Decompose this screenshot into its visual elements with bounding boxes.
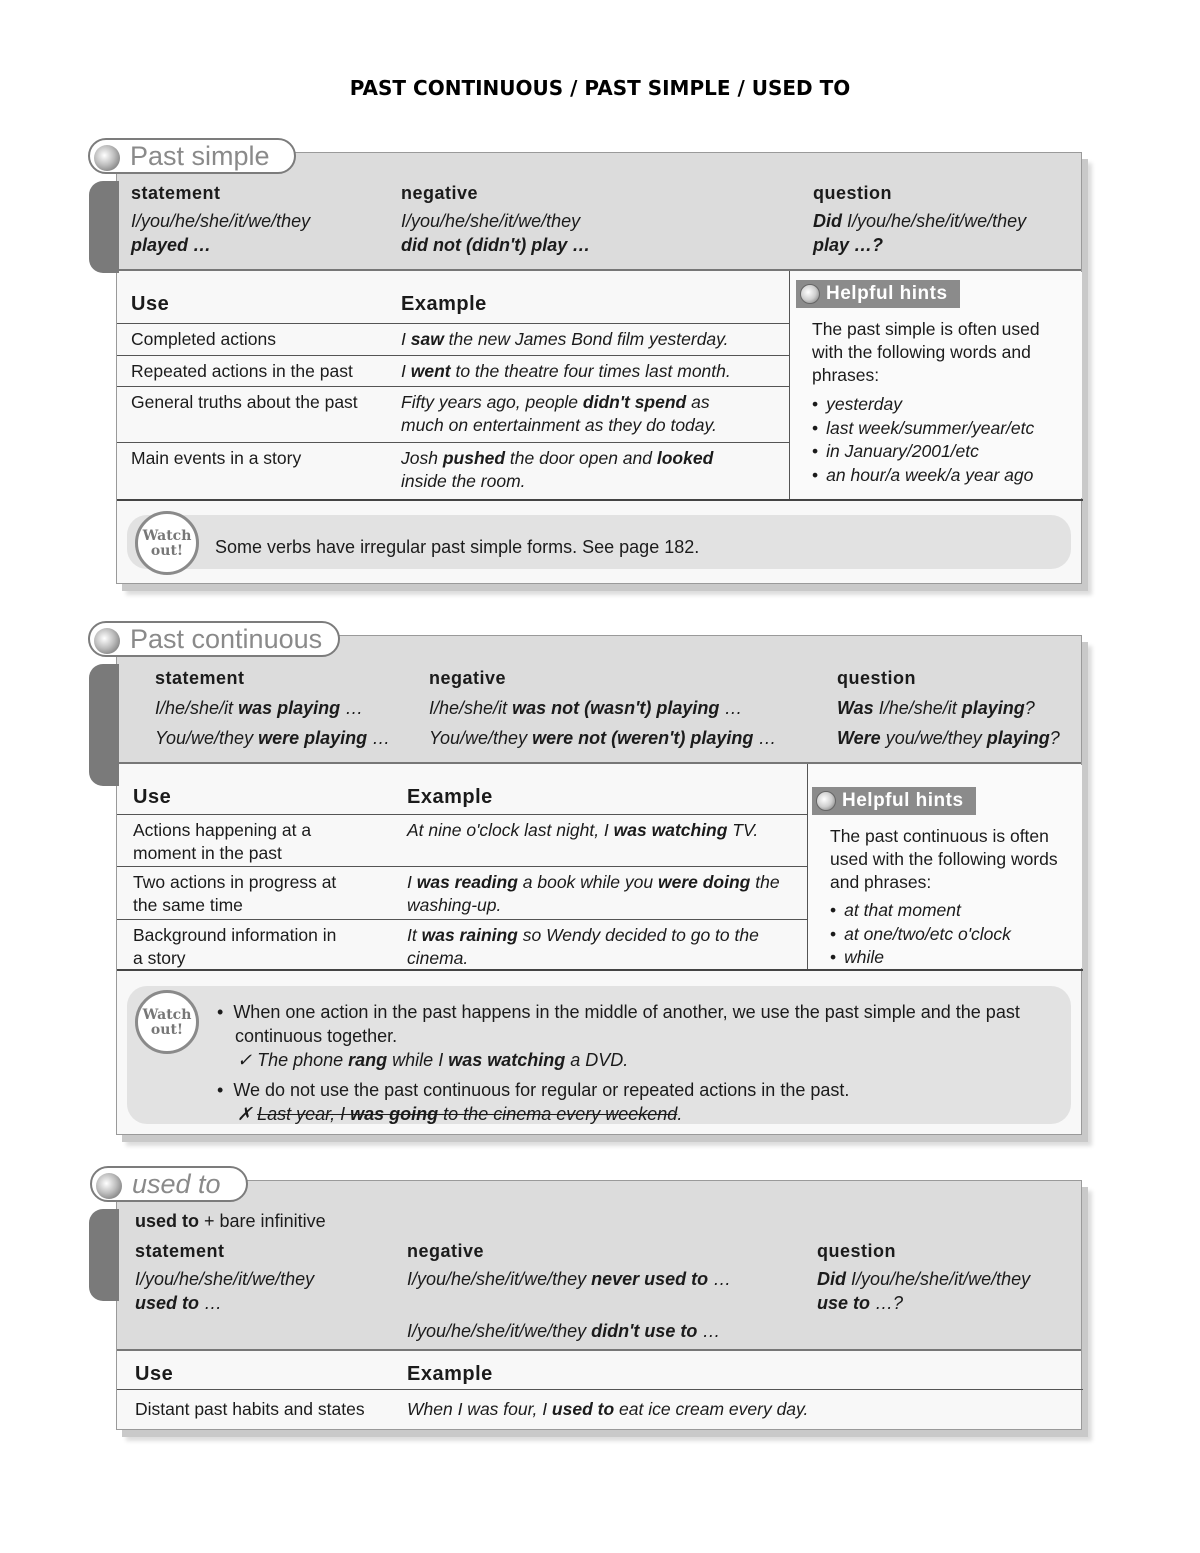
form-statement-heading: statement [155,668,245,688]
watch-out-icon: Watch out! [135,511,199,575]
helpful-hints-list [830,899,1011,970]
list-item: • in January/2001/etc [812,440,1034,464]
form-side-tab: Form [89,1209,119,1301]
list-item: • yesterday [812,393,1034,417]
table-row [117,355,789,386]
used-to-form-area [117,1181,1081,1351]
used-to-tab: used to [90,1166,248,1202]
form-question-heading: question [813,183,892,203]
page-title: PAST CONTINUOUS / PAST SIMPLE / USED TO [349,76,851,100]
past-simple-panel [72,152,1082,584]
used-to-question: question Did I/you/he/she/it/we/they use to …? [817,1241,1031,1313]
table-row [117,386,789,442]
example-cell: It was raining so Wendy decided to go to the cinema. [407,925,759,968]
list-item: • at that moment [830,899,1011,923]
helpful-hints-intro: The past continuous is often used with the following words and phrases: [830,826,1058,892]
helpful-hints-badge: Helpful hints [796,280,960,308]
form-statement-heading: statement [131,183,221,203]
incorrect-example: ✗ Last year, I was going to the cinema every weekend. [237,1104,683,1124]
watch-out-bullet: • When one action in the past happens in the middle of another, we use the past simple and the past continuous together. [217,1002,1020,1046]
section-bullet-icon [96,1173,122,1199]
past-continuous-tab: Past continuous [88,621,340,657]
past-continuous-panel [72,635,1082,1135]
divider [117,499,1083,501]
use-cell: Background information in a story [133,925,337,968]
use-cell: Actions happening at a moment in the past [133,820,312,863]
form-question-verb: play …? [813,235,884,255]
helpful-hints-list [812,393,1034,487]
watch-out-icon: Watch out! [135,990,199,1054]
form-statement-verb: played … [131,235,212,255]
example-cell: I was reading a book while you were doing the washing-up. [407,872,780,915]
form-side-tab: Form [89,664,119,786]
section-bullet-icon [94,628,120,654]
watch-out-text [217,1000,1057,1126]
use-cell: Completed actions [131,329,276,349]
table-row [117,866,807,919]
example-cell: At nine o'clock last night, I was watching TV. [407,820,759,840]
use-cell: Main events in a story [131,448,302,468]
form-side-tab: Form [89,181,119,273]
past-continuous-negative: negative I/he/she/it was not (wasn't) playing … You/we/they were not (weren't) playing … [429,668,777,748]
table-row [117,919,807,970]
example-cell: I went to the theatre four times last month. [401,361,731,381]
hint-bullet-icon [816,791,836,811]
watch-out-text: Some verbs have irregular past simple forms. See page 182. [215,537,700,557]
list-item: • an hour/a week/a year ago [812,464,1034,488]
form-question-heading: question [837,668,916,688]
example-cell: When I was four, I used to eat ice cream every day. [407,1399,809,1419]
past-continuous-statement: statement I/he/she/it was playing … You/we/they were playing … [155,668,391,748]
list-item: • while [830,946,1011,970]
past-simple-statement [131,181,310,257]
table-row [117,1389,1083,1429]
use-cell: General truths about the past [131,392,358,412]
hint-bullet-icon [800,284,820,304]
use-heading: Use [133,786,172,808]
used-to-panel [72,1180,1082,1430]
section-bullet-icon [94,145,120,171]
helpful-hints-box [790,272,1082,498]
form-statement-line: I/you/he/she/it/we/they [131,211,311,231]
table-row [117,814,807,866]
past-simple-tab: Past simple [88,138,296,174]
form-negative-verb: did not (didn't) play … [401,235,591,255]
past-simple-negative [401,181,590,257]
use-cell: Repeated actions in the past [131,361,353,381]
used-to-rule: used to + bare infinitive [135,1211,326,1231]
use-heading: Use [131,293,170,315]
example-heading: Example [401,293,487,315]
correct-example: ✓ The phone rang while I was watching a DVD. [237,1050,629,1070]
form-question-subject: I/you/he/she/it/we/they [847,211,1027,231]
example-heading: Example [407,1363,493,1385]
past-continuous-question: question Was I/he/she/it playing? Were you/we/they playing? [837,668,1060,748]
table-row [117,323,789,355]
example-heading: Example [407,786,493,808]
table-row [117,442,789,500]
form-question-heading: question [817,1241,896,1261]
form-statement-heading: statement [135,1241,225,1261]
helpful-hints-badge: Helpful hints [812,787,976,815]
past-simple-question [813,181,1026,257]
used-to-statement: statement I/you/he/she/it/we/they used to … [135,1241,315,1313]
helpful-hints-intro: The past simple is often used with the following words and phrases: [812,319,1040,385]
example-cell: I saw the new James Bond film yesterday. [401,329,729,349]
example-cell: Fifty years ago, people didn't spend as much on entertainment as they do today. [401,392,717,435]
list-item: • last week/summer/year/etc [812,417,1034,441]
watch-out-bullet: • We do not use the past continuous for regular or repeated actions in the past. [217,1080,850,1100]
form-negative-heading: negative [407,1241,485,1261]
used-to-negative: negative I/you/he/she/it/we/they never used to … I/you/he/she/it/we/they didn't use to … [407,1241,732,1341]
list-item: • at one/two/etc o'clock [830,923,1011,947]
form-negative-line: I/you/he/she/it/we/they [401,211,581,231]
helpful-hints-box [808,765,1082,968]
use-cell: Distant past habits and states [135,1399,365,1419]
form-negative-heading: negative [429,668,507,688]
form-negative-heading: negative [401,183,479,203]
use-heading: Use [135,1363,174,1385]
form-question-aux: Did [813,211,842,231]
use-cell: Two actions in progress at the same time [133,872,337,915]
example-cell: Josh pushed the door open and looked inside the room. [401,448,714,491]
